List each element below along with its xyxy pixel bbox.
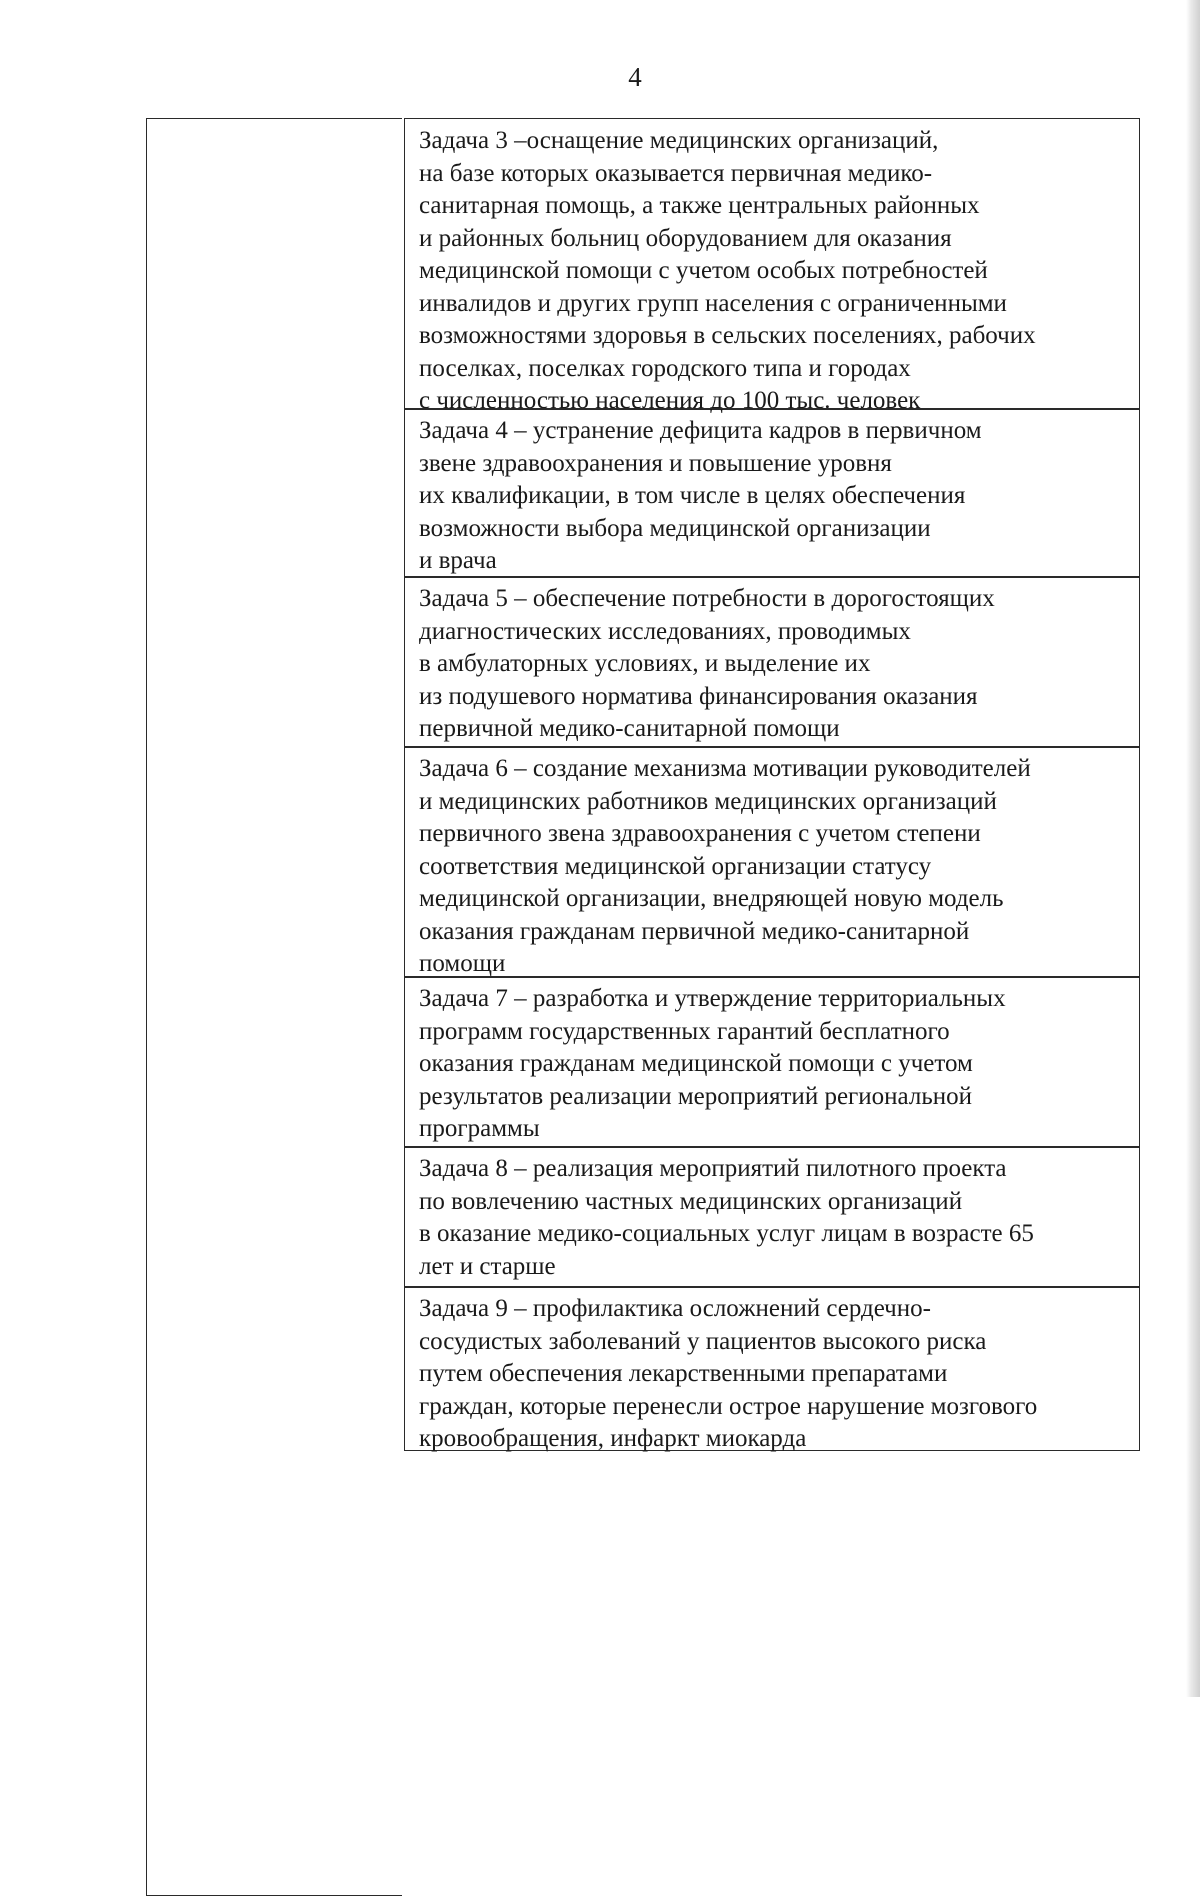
task-text-line: звене здравоохранения и повышение уровня <box>419 449 892 477</box>
task-text-line: их квалификации, в том числе в целях обеспечения <box>419 482 966 509</box>
page-number: 4 <box>628 62 642 92</box>
task-text-line: диагностических исследованиях, проводимых <box>419 617 911 645</box>
task-text-line: медицинской организации, внедряющей новую модель <box>419 885 1004 912</box>
task-cell <box>404 746 1140 978</box>
task-text-line: Задача 6 – создание механизма мотивации руководителей <box>419 755 1031 782</box>
scan-edge <box>1186 0 1200 1697</box>
task-text-line: в амбулаторных условиях, и выделение их <box>419 650 871 677</box>
task-text-line: Задача 7 – разработка и утверждение территориальных <box>419 985 1006 1012</box>
task-text-line: по вовлечению частных медицинских организаций <box>419 1187 963 1215</box>
task-text-line: граждан, которые перенесли острое нарушение мозгового <box>419 1392 1038 1420</box>
task-text-line: лет и старше <box>419 1252 556 1280</box>
table-left-column <box>146 118 402 1896</box>
task-text-line: на базе которых оказывается первичная медико- <box>419 159 933 187</box>
task-text-line: сосудистых заболеваний у пациентов высокого риска <box>419 1327 987 1355</box>
task-cell <box>404 976 1140 1148</box>
task-text-line: с численностью населения до 100 тыс. человек <box>419 387 921 414</box>
task-text-line: соответствия медицинской организации статусу <box>419 852 932 880</box>
task-text-line: Задача 4 – устранение дефицита кадров в первичном <box>419 417 982 444</box>
task-text-line: Задача 9 – профилактика осложнений сердечно- <box>419 1295 931 1322</box>
task-text-line: оказания гражданам медицинской помощи с учетом <box>419 1050 973 1077</box>
task-cell <box>404 408 1140 578</box>
task-text-line: санитарная помощь, а также центральных районных <box>419 192 980 219</box>
task-text-line: Задача 3 –оснащение медицинских организаций, <box>419 127 939 154</box>
task-text-line: результатов реализации мероприятий региональной <box>419 1082 973 1110</box>
task-text-line: Задача 5 – обеспечение потребности в дорогостоящих <box>419 585 995 612</box>
task-text-line: в оказание медико-социальных услуг лицам в возрасте 65 <box>419 1220 1034 1247</box>
task-cell <box>404 118 1140 414</box>
task-cell <box>404 1146 1140 1288</box>
task-text-line: программы <box>419 1115 540 1142</box>
task-text-line: и медицинских работников медицинских организаций <box>419 787 997 815</box>
task-text-line: возможностями здоровья в сельских поселениях, рабочих <box>419 322 1036 349</box>
task-text-line: и районных больниц оборудованием для оказания <box>419 224 952 252</box>
task-text-line: путем обеспечения лекарственными препаратами <box>419 1360 948 1387</box>
task-text-line: первичной медико-санитарной помощи <box>419 715 840 742</box>
task-text-line: и врача <box>419 547 497 574</box>
task-text-line: кровообращения, инфаркт миокарда <box>419 1425 807 1452</box>
task-text-line: первичного звена здравоохранения с учетом степени <box>419 820 981 847</box>
task-text-line: поселках, поселках городского типа и городах <box>419 354 911 382</box>
task-cell <box>404 1286 1140 1451</box>
tasks-table <box>146 118 1140 1896</box>
task-text-line: Задача 8 – реализация мероприятий пилотного проекта <box>419 1155 1007 1182</box>
task-text-line: из подушевого норматива финансирования оказания <box>419 682 978 710</box>
task-text-line: инвалидов и других групп населения с ограниченными <box>419 289 1007 317</box>
task-text-line: медицинской помощи с учетом особых потребностей <box>419 257 988 284</box>
task-cell <box>404 576 1140 748</box>
task-text-line: возможности выбора медицинской организации <box>419 514 931 542</box>
task-text-line: помощи <box>419 950 506 977</box>
task-text-line: программ государственных гарантий бесплатного <box>419 1017 950 1045</box>
task-text-line: оказания гражданам первичной медико-санитарной <box>419 917 970 945</box>
